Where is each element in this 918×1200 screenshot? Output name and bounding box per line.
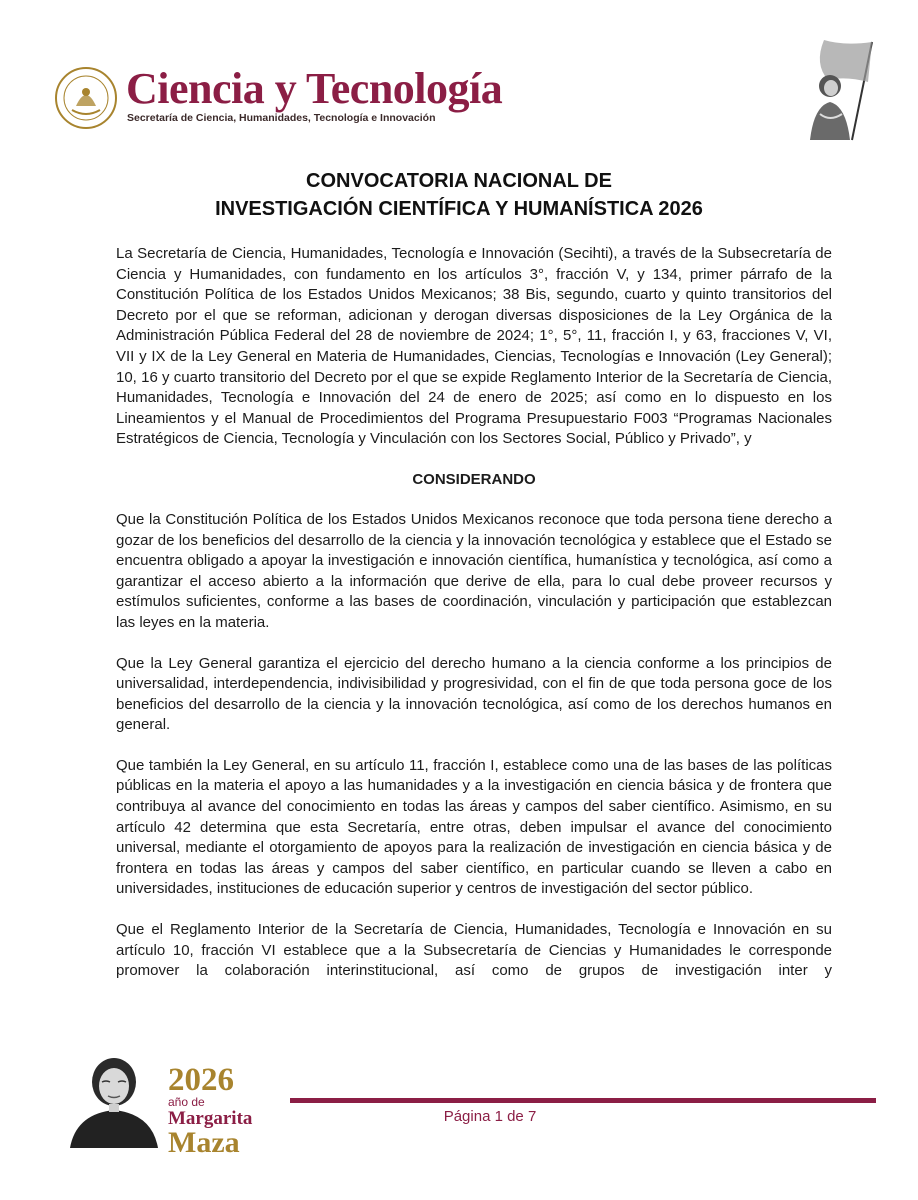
title-line-2: INVESTIGACIÓN CIENTÍFICA Y HUMANÍSTICA 2026 [215, 198, 703, 220]
national-seal-icon [54, 66, 118, 130]
year-number: 2026 [168, 1062, 234, 1098]
brand-subtitle: Secretaría de Ciencia, Humanidades, Tecnología e Innovación [127, 112, 436, 124]
margarita-maza-portrait-icon [66, 1052, 162, 1148]
footer-divider [290, 1098, 876, 1103]
document-title [40, 167, 878, 223]
body-paragraph: Que el Reglamento Interior de la Secretaría de Ciencia, Humanidades, Tecnología e Innovación en su artículo 10, fracción VI establece que a la Subsecretaría de Ciencias y Humanidades le corresponde promover la colaboración interinstitucional, así como de grupos de investigación inter y [116, 921, 832, 980]
title-line-1: CONVOCATORIA NACIONAL DE [306, 170, 612, 192]
intro-paragraph: La Secretaría de Ciencia, Humanidades, Tecnología e Innovación (Secihti), a través de la Subsecretaría de Ciencia y Humanidades, con fundamento en los artículos 3°, fracción V, y 134, primer párrafo de la Constitución Política de los Estados Unidos Mexicanos; 38 Bis, segundo, cuarto y quinto transitorios del Decreto por el que se reforman, adicionan y derogan diversas disposiciones de la Ley Orgánica de la Administración Pública Federal del 28 de noviembre de 2024; 1°, 5°, 11, fracción I, y 63, fracciones V, VI, VII y IX de la Ley General en Materia de Humanidades, Ciencias, Tecnologías e Innovación (Ley General); 10, 16 y cuarto transitorio del Decreto por el que se expide Reglamento Interior de la Secretaría de Ciencia, Humanidades, Tecnología e Innovación del 24 de enero de 2025; así como en lo dispuesto en los Lineamientos y el Manual de Procedimientos del Programa Presupuestario F003 “Programas Nacionales Estratégicos de Ciencia, Tecnología y Vinculación con los Sectores Social, Público y Privado”, y [116, 245, 832, 448]
year-of-label: año de [168, 1095, 205, 1109]
body-paragraph: Que la Constitución Política de los Estados Unidos Mexicanos reconoce que toda persona tiene derecho a gozar de los beneficios del desarrollo de la ciencia y la innovación tecnológica y establece que el Estado se encuentra obligado a apoyar la investigación e innovación científica, humanística y tecnológica, así como a garantizar el acceso abierto a la información que derive de ella, para lo cual debe proveer recursos y estímulos suficientes, conforme a las bases de coordinación, vinculación y participación que establezcan las leyes en la materia. [116, 510, 832, 631]
brand-title: Ciencia y Tecnología [126, 64, 503, 113]
flag-bearer-illustration-icon [784, 36, 890, 142]
body-paragraph: Que también la Ley General, en su artículo 11, fracción I, establece como una de las bases de las políticas públicas en la materia el apoyo a las humanidades y a la investigación en ciencia básica y de frontera que contribuya al avance del conocimiento en todas las áreas y campos del saber científico. Asimismo, en su artículo 42 determina que esta Secretaría, entre otras, deben impulsar el avance del conocimiento universal, mediante el otorgamiento de apoyos para la realización de investigación en ciencia básica y de frontera en todas las áreas y campos del saber científico, en particular cuando se lleven a cabo en universidades, instituciones de educación superior y centros de investigación del sector público. [116, 756, 832, 898]
body-paragraph: Que la Ley General garantiza el ejercicio del derecho humano a la ciencia conforme a los principios de universalidad, interdependencia, indivisibilidad y progresividad, con el fin de que toda persona goce de los beneficios del desarrollo de la ciencia y la innovación tecnológica, así como de los derechos humanos en general. [116, 654, 832, 734]
name-first: Margarita [168, 1108, 253, 1129]
year-commemoration [168, 1064, 258, 1157]
name-last: Maza [168, 1126, 240, 1159]
document-body [116, 244, 832, 1002]
page-number: Página 1 de 7 [443, 1108, 537, 1125]
section-heading: CONSIDERANDO [412, 470, 536, 488]
